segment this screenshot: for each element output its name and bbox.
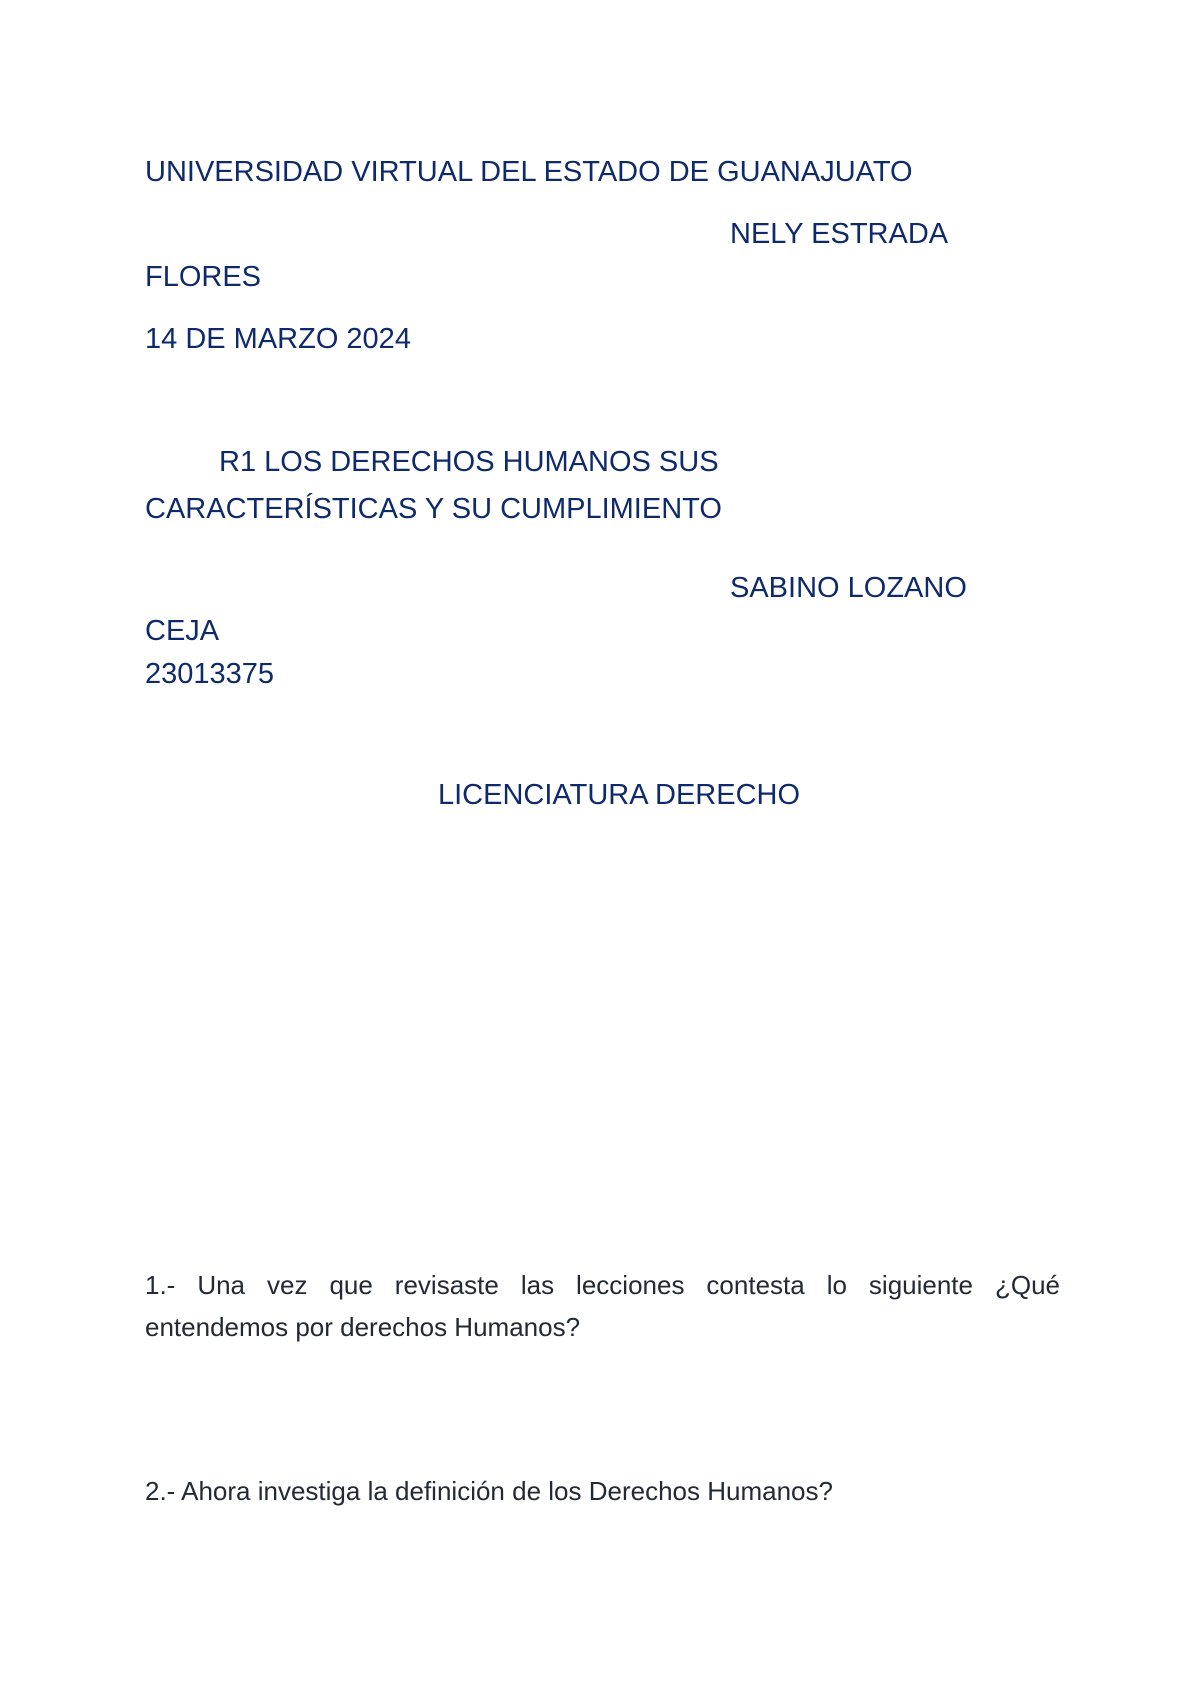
university-name: UNIVERSIDAD VIRTUAL DEL ESTADO DE GUANAJUATO xyxy=(145,156,913,188)
question-2: 2.- Ahora investiga la definición de los Derechos Humanos? xyxy=(145,1476,833,1506)
question-1: 1.- Una vez que revisaste las lecciones contesta lo siguiente ¿Qué entendemos por derechos Humanos? xyxy=(145,1270,1060,1342)
document-date: 14 DE MARZO 2024 xyxy=(145,323,411,355)
student-name-line2: CEJA xyxy=(145,615,220,647)
student-id: 23013375 xyxy=(145,658,275,690)
degree-program: LICENCIATURA DERECHO xyxy=(438,779,801,811)
student-name-line1: SABINO LOZANO xyxy=(730,572,967,604)
activity-title-line1: R1 LOS DERECHOS HUMANOS SUS xyxy=(219,446,719,478)
activity-title-line2: CARACTERÍSTICAS Y SU CUMPLIMIENTO xyxy=(145,493,722,525)
teacher-name-line2: FLORES xyxy=(145,261,262,293)
teacher-name-line1: NELY ESTRADA xyxy=(730,218,949,250)
